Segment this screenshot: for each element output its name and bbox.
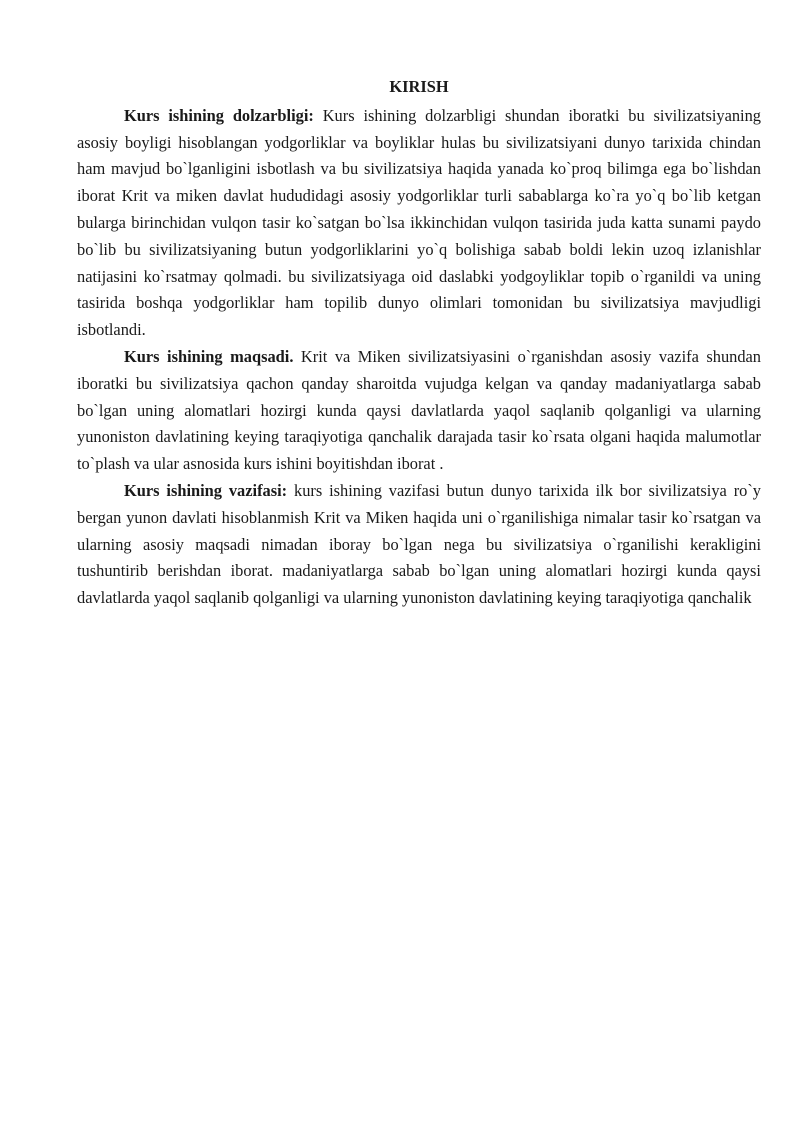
document-body [77,74,761,612]
paragraph-task [77,478,761,612]
paragraph-lead-relevance: Kurs ishining dolzarbligi: [124,105,314,125]
paragraph-lead-goal: Kurs ishining maqsadi. [124,346,294,366]
paragraph-text-relevance: Kurs ishining dolzarbligi shundan iboratki bu sivilizatsiyaning asosiy boyligi hisoblangan yodgorliklar va boyliklar hulas bu sivilizatsiyani dunyo tarixida chindan ham mavjud bo`lganligini isbotlash va bu sivilizatsiya haqida yanada ko`proq bilimga ega bo`lishdan iborat Krit va miken davlat hududidagi asosiy yodgorliklar turli sabablarga ko`ra yo`q bo`lib ketgan bularga birinchidan vulqon tasir ko`satgan bo`lsa ikkinchidan vulqon tasirida juda katta sunami paydo bo`lib bu sivilizatsiyaning butun yodgorliklarini yo`q bolishiga sabab boldi lekin uzoq izlanishlar natijasini ko`rsatmay qolmadi. bu sivilizatsiyaga oid daslabki yodgoyliklar topib o`rganildi va uning tasirida boshqa yodgorliklar ham topilib dunyo olimlari tomonidan bu sivilizatsiya mavjudligi isbotlandi. [77,105,761,340]
paragraph-relevance [77,103,761,344]
paragraph-text-goal: Krit va Miken sivilizatsiyasini o`rganishdan asosiy vazifa shundan iboratki bu sivilizatsiya qachon qanday sharoitda vujudga kelgan va qanday madaniyatlarga sabab bo`lgan uning alomatlari hozirgi kunda qaysi davlatlarda yaqol saqlanib qolganligi va ularning yunoniston davlatining keying taraqiyotiga qanchalik darajada tasir ko`rsata olgani haqida malumotlar to`plash va ular asnosida kurs ishini boyitishdan iborat . [77,346,761,474]
paragraph-lead-task: Kurs ishining vazifasi: [124,480,288,500]
page-title: KIRISH [389,77,449,96]
paragraph-goal [77,344,761,478]
paragraph-text-task: kurs ishining vazifasi butun dunyo tarixida ilk bor sivilizatsiya ro`y bergan yunon davlati hisoblanmish Krit va Miken haqida uni o`rganilishiga nimalar tasir ko`rsatgan va ularning asosiy maqsadi nimadan iboray bo`lgan nega bu sivilizatsiya o`rganilishi kerakligini tushuntirib berishdan iborat. madaniyatlarga sabab bo`lgan uning alomatlari hozirgi kunda qaysi davlatlarda yaqol saqlanib qolganligi va ularning yunoniston davlatining keying taraqiyotiga qanchalik [77,480,762,608]
